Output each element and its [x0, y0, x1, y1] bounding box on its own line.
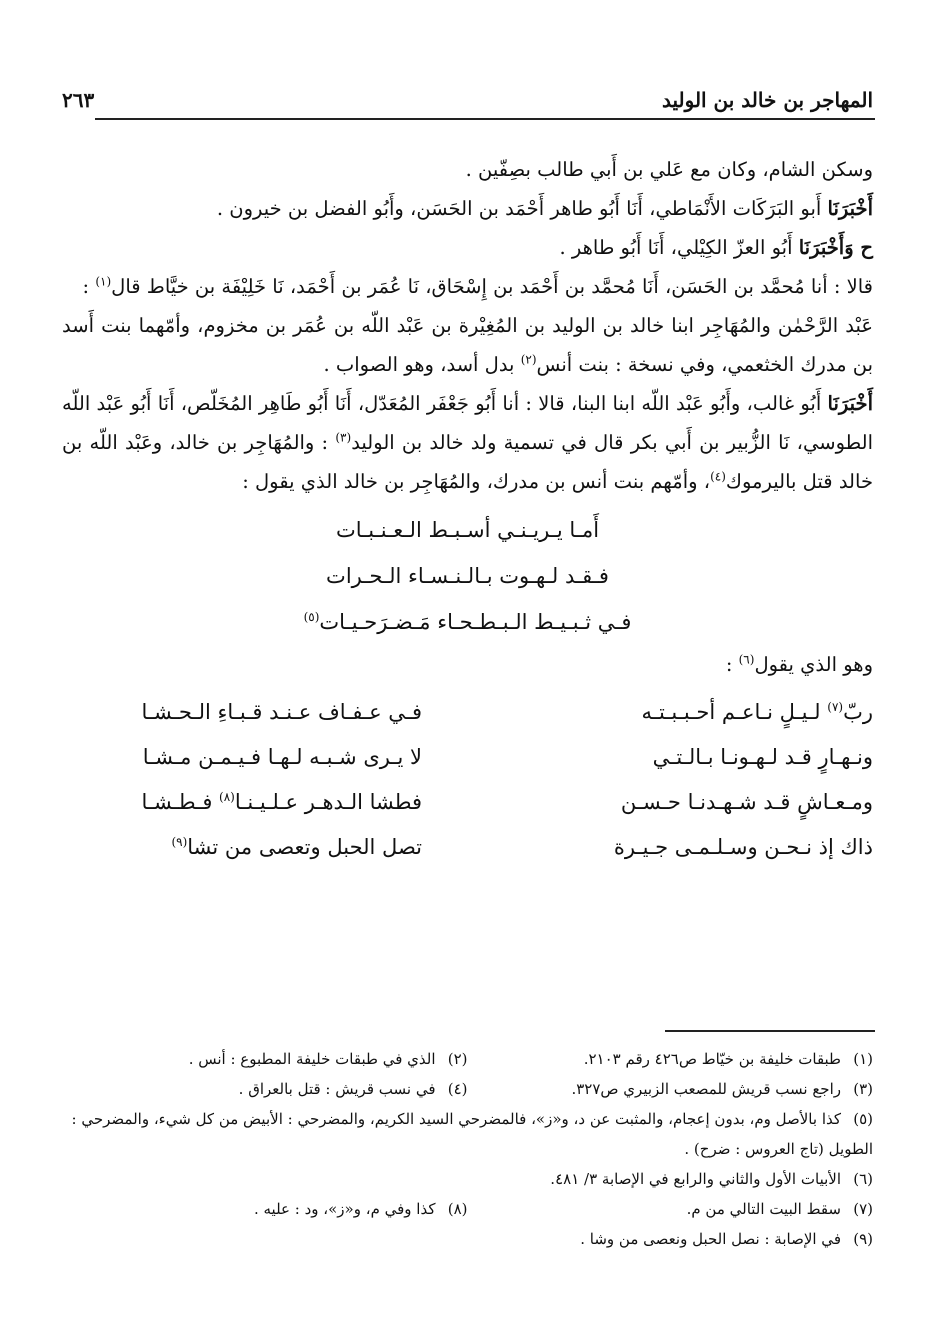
footnote-row — [62, 1194, 873, 1224]
poem-row — [62, 690, 873, 735]
footnote-row — [62, 1044, 873, 1074]
footnote-text: كذا بالأصل وم، بدون إعجام، والمثبت عن د، و«ز»، فالمضرحي السيد الكريم، والمضرحي : الأبيض من كل شيء، والمضرحي : الطويل (تاج العروس : ضرح) . — [71, 1110, 873, 1158]
footnote-ref: (٢) — [520, 352, 537, 367]
footnote-text: في الإصابة : نصل الحبل ونعصى من وشا . — [580, 1230, 841, 1248]
paragraph-7-text: وهو الذي يقول — [754, 653, 873, 676]
paragraph-4-text: قالا : أنا مُحمَّد بن الحَسَن، أَنَا مُحمَّد بن أَحْمَد بن إِسْحَاق، نَا عُمَر بن أَحْمَد، نَا خَلِيْفَة بن خيَّاط قال — [111, 275, 873, 298]
footnote-number: (٣) — [853, 1080, 873, 1098]
poem-row — [62, 825, 873, 870]
footnote-number: (٦) — [853, 1170, 873, 1188]
hemistich-text: لا يـرى شـبـه لـهـا فـيـمـن مـشـا — [142, 745, 422, 769]
poem-second-hemistich — [92, 780, 422, 825]
footnote-6 — [62, 1164, 873, 1194]
footnote-text: راجع نسب قريش للمصعب الزبيري ص٣٢٧. — [571, 1080, 841, 1098]
hemistich-text: فـطـشـا — [141, 790, 220, 814]
poem-first-hemistich — [543, 690, 873, 735]
verse-line: أَمـا يـريـنـي أسـبـط الـعـنـبـات — [335, 518, 600, 542]
footnote-row — [62, 1224, 873, 1254]
footnote-row — [62, 1164, 873, 1194]
footnote-number: (٧) — [853, 1200, 873, 1218]
footnote-8 — [62, 1194, 468, 1224]
footnote-text: في نسب قريش : قتل بالعراق . — [238, 1080, 436, 1098]
verse-line — [62, 599, 873, 645]
poem-row — [62, 780, 873, 825]
footnote-7 — [468, 1194, 874, 1224]
footnote-number: (٩) — [853, 1230, 873, 1248]
paragraph-2-text: أَبو البَرَكَات الأَنْمَاطي، أَنَا أَبُو طاهر أَحْمَد بن الحَسَن، وأَبُو الفضل بن خيرون . — [216, 197, 828, 220]
paragraph-6-text: أَبُو غالب، وأَبُو عَبْد اللّه ابنا البنا، قالا : أنا أَبُو جَعْفَر المُعَدّل، أَنَا أَبُو طَاهِر المُخَلّص، أَنَا أَبُو عَبْد اللّه الطوسي، نَا الزُّبير بن أَبي بكر قال في تسمية ولد خالد بن الوليد — [62, 392, 873, 454]
paragraph-7-end: : — [725, 653, 739, 676]
isnad-lead: أَخْبَرَنَا — [827, 197, 873, 220]
footnote-ref: (٦) — [738, 652, 755, 667]
footnote-text: سقط البيت التالي من م. — [686, 1200, 841, 1218]
footnote-text: الذي في طبقات خليفة المطبوع : أنس . — [188, 1050, 436, 1068]
footnote-text: كذا وفي م، و«ز»، ود : عليه . — [253, 1200, 436, 1218]
paragraph-4-end: : — [82, 275, 96, 298]
footnote-ref: (٣) — [335, 430, 352, 445]
hemistich-text: ربّ — [843, 700, 873, 724]
footnote-row — [62, 1074, 873, 1104]
hemistich-text: ذاك إذ نـحـن وسـلـمـى جـيـرة — [613, 835, 873, 859]
running-title: المهاجر بن خالد بن الوليد — [661, 88, 873, 112]
main-text — [62, 150, 873, 870]
footnote-number: (٤) — [447, 1080, 468, 1098]
paragraph-3-text: أَبُو العزّ الكِيْلي، أَنَا أَبُو طاهر . — [559, 236, 799, 259]
footnote-5 — [62, 1104, 873, 1164]
paragraph-6-mid: : والمُهَاجِر بن خالد، وعَبْد اللّه بن خالد قتل باليرموك — [62, 431, 873, 493]
hemistich-text: فـي عـفـاف عـنـد قـبـاءِ الـحـشـا — [141, 700, 422, 724]
footnotes — [62, 1044, 873, 1254]
isnad-lead: أَخْبَرَنَا — [827, 392, 873, 415]
header-rule — [95, 118, 875, 120]
footnote-4 — [62, 1074, 468, 1104]
footnote-row — [62, 1104, 873, 1164]
poem-first-hemistich — [543, 735, 873, 780]
poem-first-hemistich — [543, 825, 873, 870]
footnote-number: (٨) — [447, 1200, 468, 1218]
footnote-number: (٥) — [853, 1110, 873, 1128]
footnote-9 — [62, 1224, 873, 1254]
footnote-ref: (٤) — [710, 469, 726, 484]
verse-line: فـقـد لـهـوت بـالـنـسـاء الـحـرات — [326, 564, 609, 588]
footnote-1 — [468, 1044, 874, 1074]
footnote-ref: (٧) — [827, 700, 844, 714]
footnote-text: طبقات خليفة بن خيّاط ص٤٢٦ رقم ٢١٠٣. — [583, 1050, 841, 1068]
hemistich-text: لـيـلٍ نـاعـم أحـبـبـتـه — [641, 700, 828, 724]
isnad-lead: ح وَأَخْبَرَنَا — [798, 236, 873, 259]
paragraph-4 — [62, 267, 873, 306]
footnote-ref: (٩) — [171, 835, 188, 849]
footnote-2 — [62, 1044, 468, 1074]
hemistich-text: تصل الحبل وتعصى من تشا — [187, 835, 422, 859]
paragraph-3 — [62, 228, 873, 267]
footnote-number: (٢) — [447, 1050, 468, 1068]
footnote-3 — [468, 1074, 874, 1104]
paragraph-6-end: ، وأمّهم بنت أنس بن مدرك، والمُهَاجِر بن خالد الذي يقول : — [242, 470, 711, 493]
poem-second-hemistich — [92, 690, 422, 735]
footnote-rule — [665, 1030, 875, 1032]
footnote-ref: (١) — [95, 274, 112, 289]
poem-row — [62, 735, 873, 780]
paragraph-5 — [62, 306, 873, 384]
paragraph-6 — [62, 384, 873, 501]
footnote-number: (١) — [853, 1050, 873, 1068]
poem-second-hemistich — [92, 735, 422, 780]
hemistich-text: ونـهـارٍ قـد لـهـونـا بـالـتـي — [652, 745, 873, 769]
paragraph-5-end: بدل أسد، وهو الصواب . — [323, 353, 521, 376]
poem-block — [62, 690, 873, 870]
footnote-text: الأبيات الأول والثاني والرابع في الإصابة ٣/ ٤٨١. — [550, 1170, 841, 1188]
footnote-ref: (٥) — [303, 610, 320, 624]
paragraph-2 — [62, 189, 873, 228]
verse-block-1 — [62, 507, 873, 645]
poem-second-hemistich — [92, 825, 422, 870]
footnote-ref: (٨) — [219, 790, 235, 804]
paragraph-5-text: عَبْد الرَّحْمٰن والمُهَاجِر ابنا خالد بن الوليد بن المُغِيْرة بن عَبْد اللّه بن عُمَر بن مخزوم، وأمّهما بنت أَسد بن مدرك الخثعمي، وفي نسخة : بنت أنس — [62, 314, 873, 376]
hemistich-text: ومـعـاشٍ قـد شـهـدنـا حـسـن — [620, 790, 873, 814]
hemistich-text: فطشا الـدهـر عـلـيـنـا — [234, 790, 422, 814]
paragraph-7 — [62, 645, 873, 684]
poem-first-hemistich — [543, 780, 873, 825]
page-number: ٢٦٣ — [62, 88, 95, 112]
verse-line-text: فـي ثـبـيـط الـبـطـحـاء مَـضـرَحـيـات — [319, 610, 632, 634]
paragraph-1: وسكن الشام، وكان مع عَلي بن أَبي طالب بصِفّين . — [465, 158, 873, 181]
page-header — [62, 88, 873, 118]
